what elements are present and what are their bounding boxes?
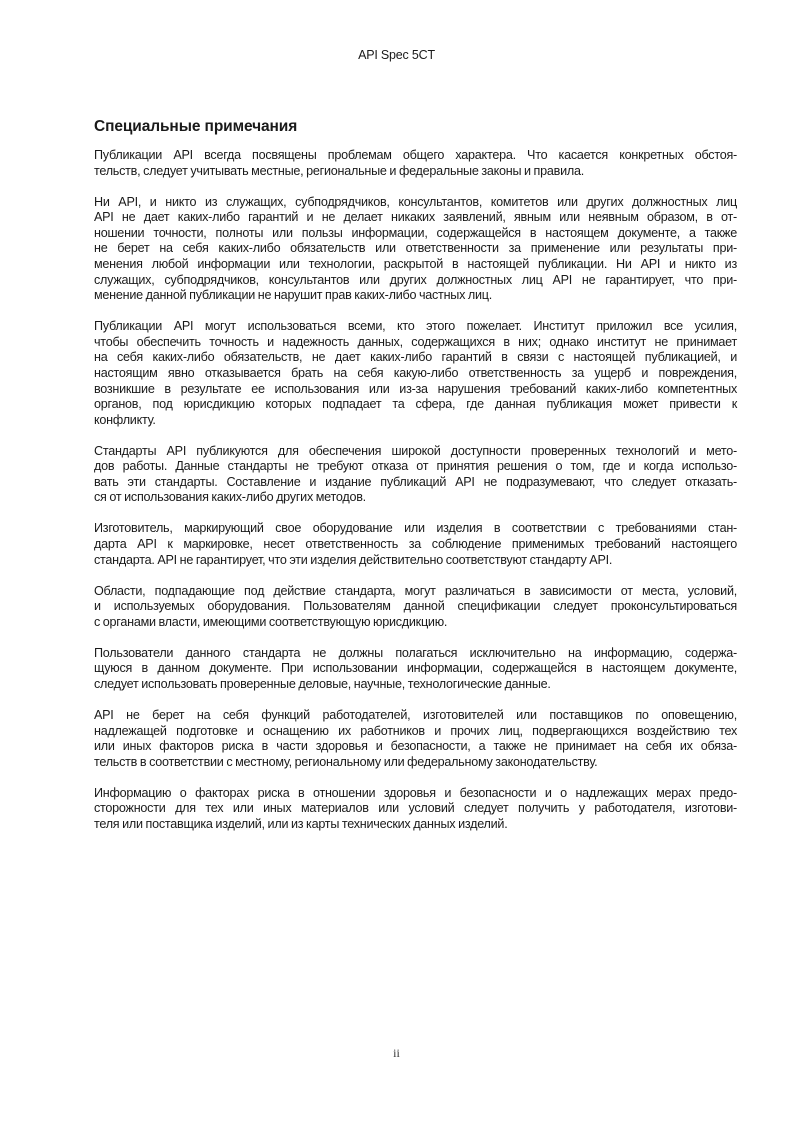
text-line: ношении точности, полноты или пользы информации, содержащейся в настоящем документе, а также: [94, 225, 737, 240]
paragraph: [94, 319, 737, 428]
paragraph: [94, 195, 737, 304]
paragraph-list: [94, 148, 737, 833]
text-line: Публикации API всегда посвящены проблемам общего характера. Что касается конкретных обстоя-: [94, 148, 737, 162]
text-line: теля или поставщика изделий, или из карты технических данных изделий.: [94, 816, 508, 831]
text-line: следует использовать проверенные деловые, научные, технологические данные.: [94, 676, 551, 691]
text-line: Пользователи данного стандарта не должны полагаться исключительно на информацию, содержа-: [94, 645, 737, 660]
text-line: конфликту.: [94, 412, 156, 427]
text-line: вать эти стандарты. Составление и издание публикаций API не подразумевают, что следует отказать-: [94, 474, 737, 489]
text-line: щуюся в данном документе. При использовании информации, содержащейся в настоящем документе,: [94, 661, 737, 676]
text-line: и используемых оборудования. Пользователям данной спецификации следует проконсультироваться: [94, 599, 737, 614]
text-line: органов, под юрисдикцию которых подпадает та сфера, где данная публикация может привести к: [94, 397, 737, 412]
text-line: с органами власти, имеющими соответствующую юрисдикцию.: [94, 614, 448, 629]
text-line: ся от использования каких-либо других методов.: [94, 490, 366, 505]
text-line: менения любой информации или технологии, раскрытой в настоящей публикации. Ни API и никто из: [94, 256, 737, 271]
text-line: Информацию о факторах риска в отношении здоровья и безопасности и о надлежащих мерах предо-: [94, 785, 737, 800]
text-line: или иных факторов риска в части здоровья и безопасности, а также не принимает на себя их обяза-: [94, 739, 737, 754]
text-line: дов работы. Данные стандарты не требуют отказа от принятия решения о том, где и когда использо-: [94, 459, 737, 474]
text-line: дарта API к маркировке, несет ответственность за соблюдение применимых требований настоящего: [94, 537, 737, 552]
text-line: Ни API, и никто из служащих, субподрядчиков, консультантов, комитетов или других должностных лиц: [94, 194, 737, 209]
text-line: тельств в соответствии с местному, региональному или федеральному законодательству.: [94, 754, 598, 769]
text-line: чтобы обеспечить точность и надежность данных, содержащихся в них; однако институт не принимает: [94, 334, 737, 349]
text-line: надлежащей подготовке и оснащению их работников и прочих лиц, подвергающихся воздействию тех: [94, 723, 737, 738]
text-line: API не дает каких-либо гарантий и не делает никаких заявлений, явным или неявным образом, в от-: [94, 210, 737, 225]
text-line: тельств, следует учитывать местные, региональные и федеральные законы и правила.: [94, 163, 584, 178]
paragraph: [94, 584, 737, 631]
running-header: API Spec 5CT: [358, 48, 435, 62]
text-line: Области, подпадающие под действие стандарта, могут различаться в зависимости от места, условий,: [94, 583, 737, 598]
text-line: настоящим явно отказывается брать на себя какую-либо ответственность за ущерб и повреждения,: [94, 365, 737, 380]
text-line: Изготовитель, маркирующий свое оборудование или изделия в соответствии с требованиями стан-: [94, 521, 737, 536]
text-line: стандарта. API не гарантирует, что эти изделия действительно соответствуют стандарту API.: [94, 552, 613, 567]
paragraph: [94, 148, 737, 179]
text-line: Стандарты API публикуются для обеспечения широкой доступности проверенных технологий и мето-: [94, 443, 737, 458]
paragraph: [94, 444, 737, 506]
text-line: не берет на себя каких-либо обязательств или ответственности за применение или результаты при-: [94, 241, 737, 256]
section-title: Специальные примечания: [94, 118, 298, 135]
text-line: сторожности для тех или иных материалов или условий следует получить у работодателя, изготови-: [94, 801, 737, 816]
text-line: служащих, субподрядчиков, консультантов или других должностных лиц API не гарантирует, что при-: [94, 272, 737, 287]
paragraph: [94, 708, 737, 770]
text-line: Публикации API могут использоваться всеми, кто этого пожелает. Институт приложил все усилия,: [94, 319, 737, 334]
text-line: API не берет на себя функций работодателей, изготовителей или поставщиков по оповещению,: [94, 707, 737, 722]
text-line: возникшие в результате ее использования или из-за нарушения требований каких-либо компетентных: [94, 381, 737, 396]
page-number: ii: [393, 1046, 400, 1060]
text-line: на себя каких-либо обязательств, не дает каких-либо гарантий в связи с настоящей публикацией, и: [94, 350, 737, 365]
text-line: менение данной публикации не нарушит прав каких-либо частных лиц.: [94, 288, 492, 303]
page-content: [94, 118, 737, 848]
paragraph: [94, 521, 737, 568]
paragraph: [94, 646, 737, 693]
paragraph: [94, 786, 737, 833]
